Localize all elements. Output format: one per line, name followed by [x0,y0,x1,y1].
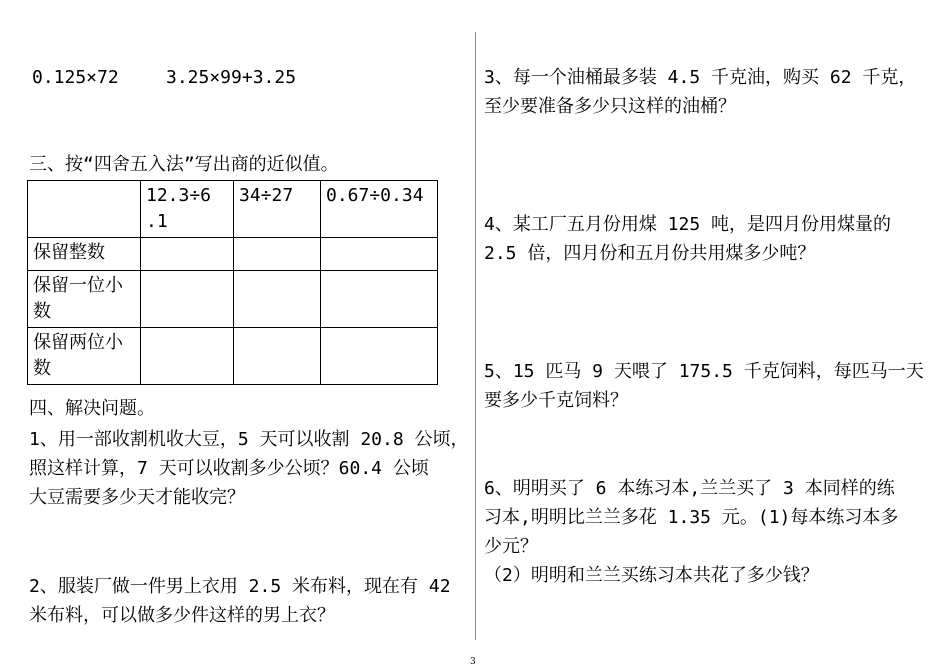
answer-cell [321,271,438,328]
question-2-line2: 米布料，可以做多少件这样的男上衣？ [29,605,335,626]
table-row [28,328,438,385]
table-header-cell: 0.67÷0.34 [321,181,438,238]
answer-cell [321,328,438,385]
answer-cell [234,271,321,328]
header-12.3-div-6-wrap: .1 [146,211,168,232]
table-row [28,271,438,328]
row-label-line1: 保留两位小 [33,332,123,353]
row-label [28,271,141,328]
table-header-cell [141,181,234,238]
row-label [28,328,141,385]
calc-expression-1: 0.125×72 [32,67,119,88]
table-header-cell: 34÷27 [234,181,321,238]
answer-cell [141,238,234,271]
column-divider [475,32,476,640]
rounding-table [27,180,438,385]
table-corner-cell [28,181,141,238]
section-4-title: 四、解决问题。 [29,398,155,419]
question-3-line2: 至少要准备多少只这样的油桶？ [484,96,736,117]
question-6-line3: 少元？ [484,536,538,557]
question-6-line1: 6、明明买了 6 本练习本,兰兰买了 3 本同样的练 [484,478,895,499]
answer-cell [141,328,234,385]
question-4-line1: 4、某工厂五月份用煤 125 吨，是四月份用煤量的 [484,214,892,235]
row-label-line1: 保留一位小 [33,275,123,296]
question-6-line2: 习本,明明比兰兰多花 1.35 元。(1)每本练习本多 [484,507,899,528]
table-header-row [28,181,438,238]
question-2-line1: 2、服装厂做一件男上衣用 2.5 米布料，现在有 42 [29,576,451,597]
question-5-line1: 5、15 匹马 9 天喂了 175.5 千克饲料，每匹马一天 [484,361,924,382]
answer-cell [234,238,321,271]
page-number: 3 [470,657,476,667]
question-4-line2: 2.5 倍，四月份和五月份共用煤多少吨？ [484,243,816,264]
row-label-line2: 数 [33,301,51,322]
row-label: 保留整数 [28,238,141,271]
section-3-title: 三、按“四舍五入法”写出商的近似值。 [29,154,339,175]
calc-expression-2: 3.25×99+3.25 [166,67,297,88]
row-label-line2: 数 [33,358,51,379]
question-6-line4: （2）明明和兰兰买练习本共花了多少钱？ [484,565,819,586]
question-5-line2: 要多少千克饲料？ [484,390,628,411]
question-3-line1: 3、每一个油桶最多装 4.5 千克油，购买 62 千克， [484,67,917,88]
answer-cell [234,328,321,385]
header-12.3-div-6: 12.3÷6 [146,185,212,206]
question-1-line2: 照这样计算，7 天可以收割多少公顷？60.4 公顷 [29,458,429,479]
question-1-line3: 大豆需要多少天才能收完？ [29,487,245,508]
table-row [28,238,438,271]
answer-cell [141,271,234,328]
answer-cell [321,238,438,271]
question-1-line1: 1、用一部收割机收大豆，5 天可以收割 20.8 公顷， [29,429,469,450]
